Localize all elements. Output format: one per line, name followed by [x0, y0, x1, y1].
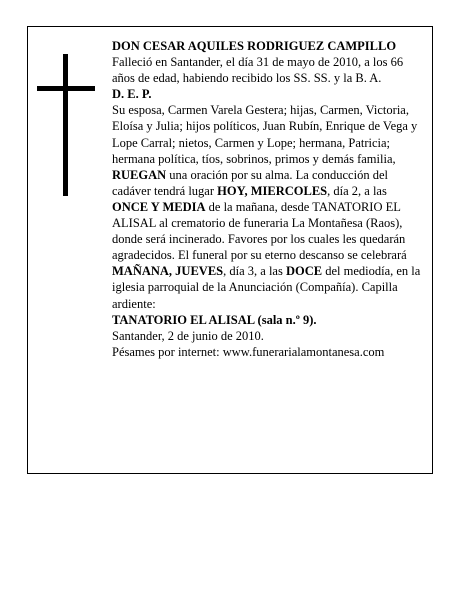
funeral-text-2: , día 2, a las: [327, 183, 387, 198]
funeral-day: MAÑANA, JUEVES: [112, 264, 224, 279]
funeral-text-3: de la mañana, desde TANATORIO EL ALISAL al crematorio de funeraria La Montañesa (Raos), donde será incinerado. Favores por los cuales les quedarán agradecidos. El funeral por su eterno descanso se celebrará: [112, 199, 407, 263]
conduction-day: HOY, MIERCOLES: [217, 183, 328, 198]
cross-horizontal-bar: [37, 86, 95, 91]
funeral-text-4: , día 3, a las: [223, 264, 286, 279]
deceased-name: DON CESAR AQUILES RODRIGUEZ CAMPILLO: [112, 39, 397, 53]
dep-label: D. E. P.: [112, 87, 152, 102]
funeral-text-5: del mediodía, en la iglesia parroquial de la Anunciación (Compañía). Capilla ardiente:: [112, 264, 421, 311]
chapel-location: TANATORIO EL ALISAL (sala n.º 9).: [112, 312, 317, 327]
funeral-time: DOCE: [285, 264, 323, 279]
conduction-time: ONCE Y MEDIA: [112, 199, 206, 214]
funeral-text-1: una oración por su alma. La conducción del cadáver tendrá lugar: [112, 167, 388, 198]
place-date: Santander, 2 de junio de 2010.: [112, 328, 264, 343]
cross-vertical-bar: [63, 54, 68, 196]
family-list: Su esposa, Carmen Varela Gestera; hijas, Carmen, Victoria, Eloísa y Julia; hijos políticos, Juan Rubín, Enrique de Vega y Lope Carral; nietos, Carmen y Lope; hermana, Patricia; hermana política, tíos, sobrinos, primos y demás familia,: [112, 103, 418, 166]
obituary-text: [112, 38, 424, 360]
ruegan-label: RUEGAN: [112, 167, 167, 182]
condolences-line: Pésames por internet: www.funerarialamontanesa.com: [112, 344, 385, 359]
funeral-details: [112, 167, 424, 312]
death-statement: Falleció en Santander, el día 31 de mayo de 2010, a los 66 años de edad, habiendo recibido los SS. SS. y la B. A.: [112, 55, 404, 86]
